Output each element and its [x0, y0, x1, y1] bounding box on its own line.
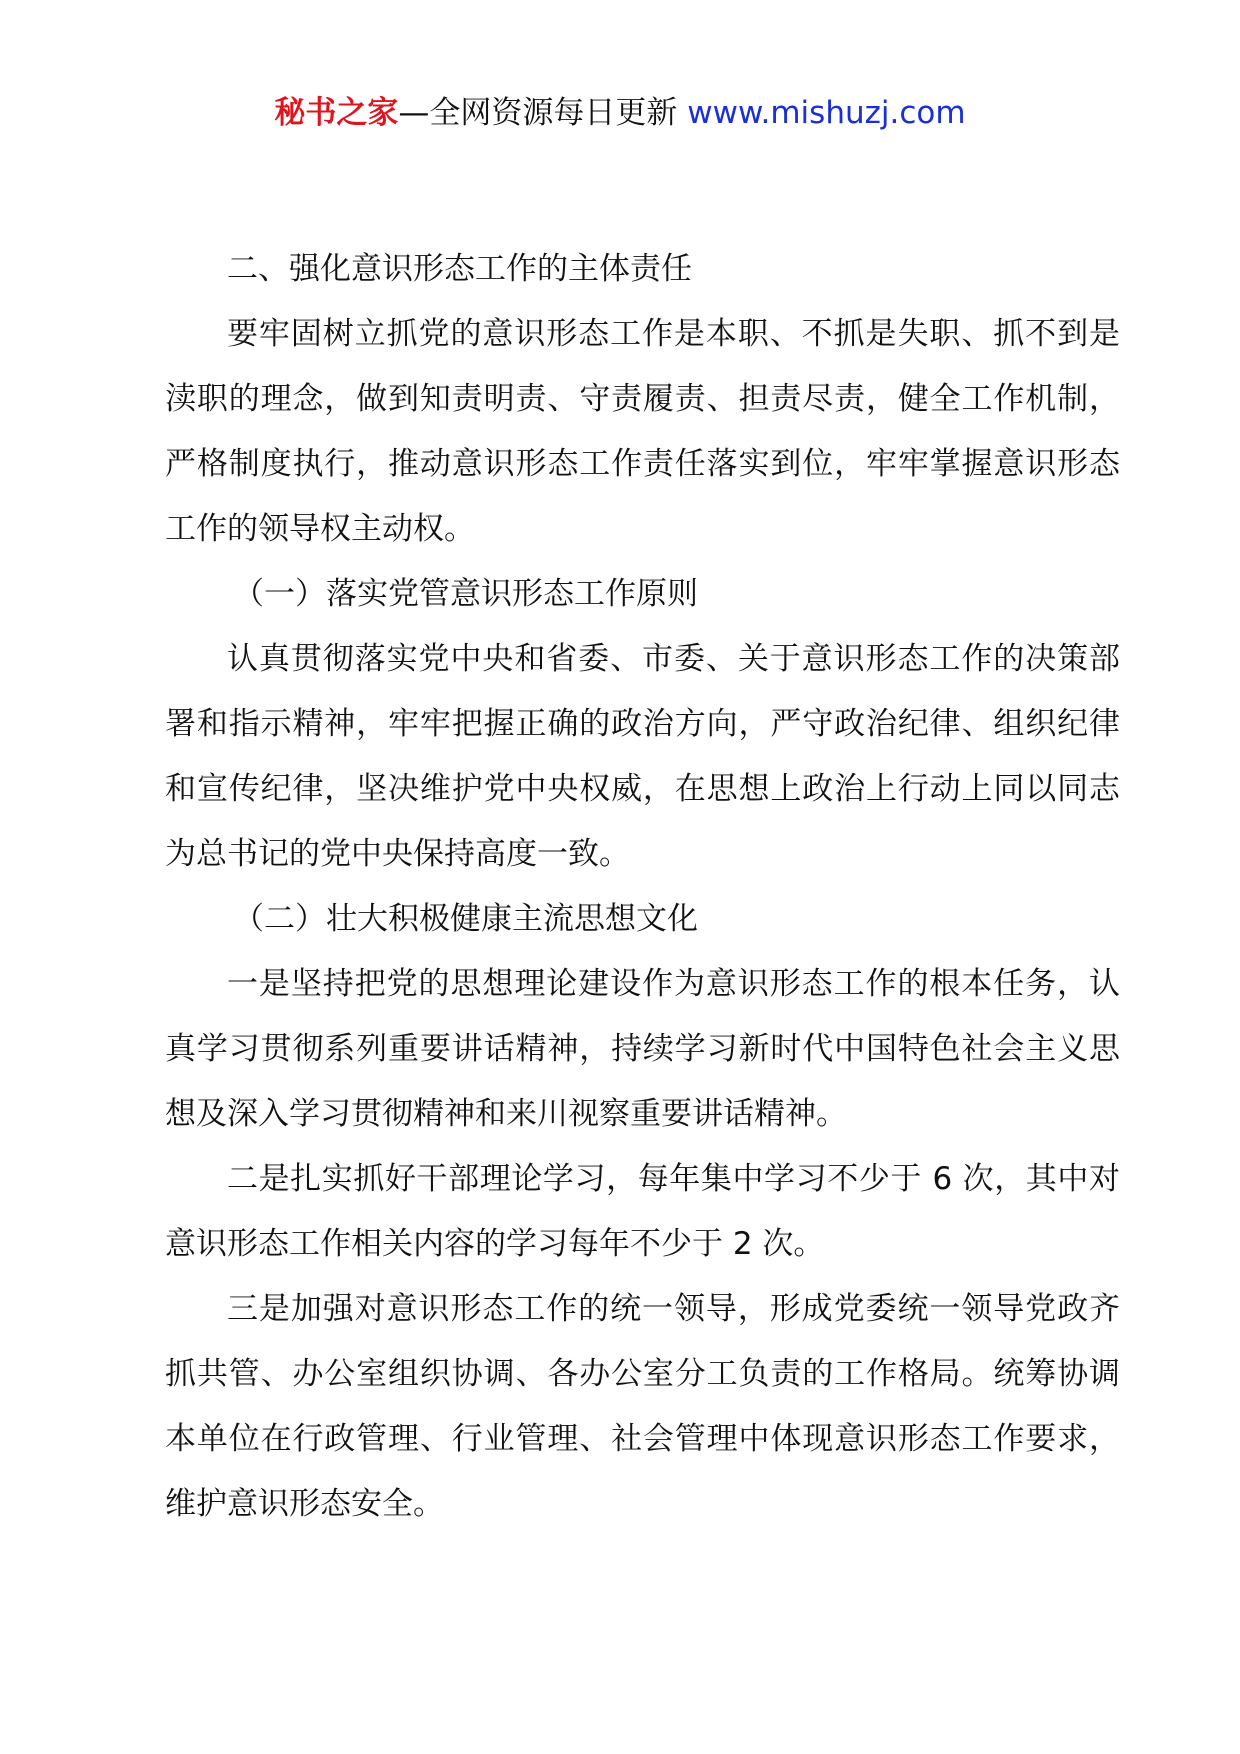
section-heading: 二、强化意识形态工作的主体责任: [227, 251, 692, 287]
subheading-2: （二）壮大积极健康主流思想文化: [233, 901, 698, 937]
page-header: [0, 92, 1240, 134]
intro-paragraph: 要牢固树立抓党的意识形态工作是本职、不抓是失职、抓不到是渎职的理念，做到知责明责、守责履责、担责尽责，健全工作机制，严格制度执行，推动意识形态工作责任落实到位，牢牢掌握意识形态工作的领导权主动权。: [165, 316, 1120, 547]
header-tagline: —全网资源每日更新: [398, 95, 688, 131]
paragraph-2: 一是坚持把党的思想理论建设作为意识形态工作的根本任务，认真学习贯彻系列重要讲话精神，持续学习新时代中国特色社会主义思想及深入学习贯彻精神和来川视察重要讲话精神。: [165, 966, 1120, 1132]
site-url-link[interactable]: www.mishuzj.com: [687, 95, 966, 131]
paragraph-3: 二是扎实抓好干部理论学习，每年集中学习不少于 6 次，其中对意识形态工作相关内容的学习每年不少于 2 次。: [165, 1161, 1120, 1262]
subheading-1: （一）落实党管意识形态工作原则: [233, 576, 698, 612]
paragraph-4: 三是加强对意识形态工作的统一领导，形成党委统一领导党政齐抓共管、办公室组织协调、各办公室分工负责的工作格局。统筹协调本单位在行政管理、行业管理、社会管理中体现意识形态工作要求，维护意识形态安全。: [165, 1291, 1120, 1522]
paragraph-1: 认真贯彻落实党中央和省委、市委、关于意识形态工作的决策部署和指示精神，牢牢把握正确的政治方向，严守政治纪律、组织纪律和宣传纪律，坚决维护党中央权威，在思想上政治上行动上同以同志为总书记的党中央保持高度一致。: [165, 641, 1120, 872]
brand-name: 秘书之家: [274, 95, 399, 131]
document-body: [165, 237, 1120, 1537]
